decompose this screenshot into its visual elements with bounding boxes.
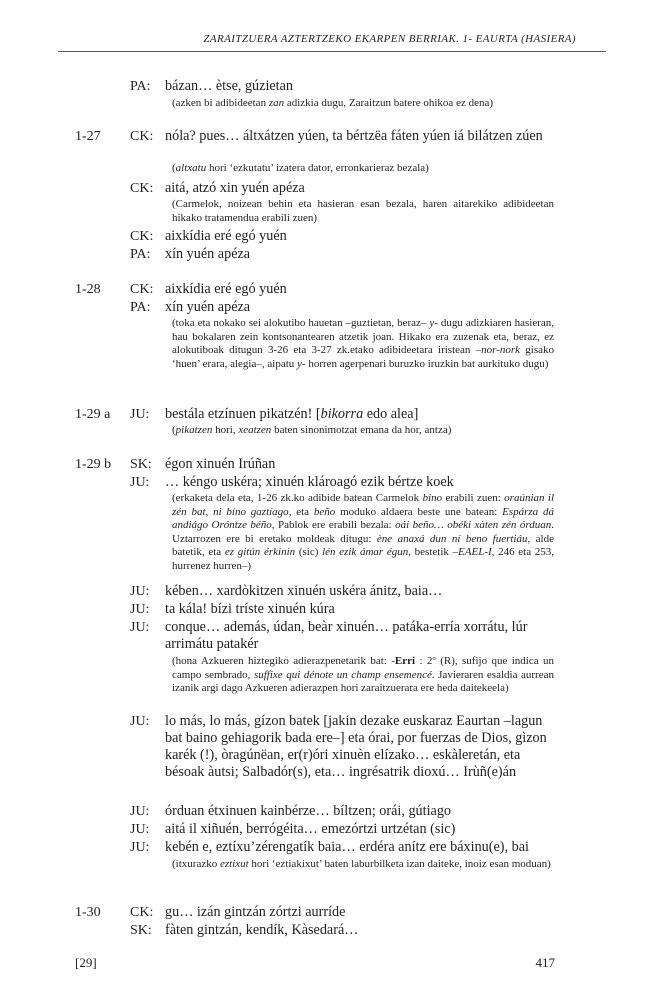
speaker-label: JU:	[130, 804, 150, 819]
speaker-label: JU:	[130, 602, 150, 617]
utterance-text: bestála etzínuen pikatzén! [bikorra edo alea]	[165, 406, 419, 422]
utterance-text: nóla? pues… áltxátzen yúen, ta bértzëa fáten yúen iá bilátzen zúen	[165, 128, 543, 144]
speaker-label: JU:	[130, 840, 150, 855]
running-header: ZARAITZUERA AZTERTZEKO EKARPEN BERRIAK. 1- EAURTA (HASIERA)	[58, 30, 606, 52]
utterance-text: lo más, lo más, gízon batek [jakin dezake euskaraz Eaurtan –lagun bat baino gehiagorik bada ere–] eta órai, por fuerzas de Dios, gìzon karék (!), òragúnëan, er(r)óri xinuèn elízako… eskàleretán, eta bésoak àutsi; Salbadór(s), eta… ingrésatrik dioxú… Irùñ(e)án	[165, 713, 547, 780]
example-number: 1-30	[75, 905, 101, 920]
speaker-label: PA:	[130, 247, 151, 262]
utterance-text: aitá, atzó xin yuén apéza	[165, 180, 305, 196]
commentary-note: (erkaketa dela eta, 1-26 zk.ko adibide batean Carmelok bino erabili zuen: oraúnian il zén bat, ni bíno gaztíago, eta beño moduko aldaera beste une batean: Espárza dá andiágo Oróntze béño, Pablok ere erabili bezala: oái beño… obéki xàten zén órduan. Uztarrozen ere bi eretako moldeak ditugu: ène anaxá dun ní beno fuertiáu, alde batetik, eta ez gitún érkinin (sic) lén ezik ámar égun, bestetik –EAEL-I, 246 eta 253, hurrenez hurren–)	[172, 492, 554, 572]
commentary-note: (itxurazko eztixut hori ‘eztiakixut’ baten laburbilketa izan daiteke, inoiz esan moduan)	[172, 858, 551, 870]
speaker-label: CK:	[130, 229, 154, 244]
utterance-text: fàten gintzán, kendík, Kàsedará…	[165, 922, 359, 938]
speaker-label: CK:	[130, 905, 154, 920]
speaker-label: SK:	[130, 923, 152, 938]
utterance-text: aitá il xiñuén, berrógéita… emezórtzi urtzétan (sic)	[165, 821, 456, 837]
speaker-label: CK:	[130, 129, 154, 144]
utterance-text: … kéngo uskéra; xinuén klároagó ezik bértze koek	[165, 474, 454, 490]
utterance-text: égon xinuén Irúñan	[165, 456, 276, 472]
example-number: 1-28	[75, 282, 101, 297]
commentary-note: (altxatu hori ‘ezkutatu’ izatera dator, erronkarieraz bezala)	[172, 162, 429, 174]
speaker-label: JU:	[130, 475, 150, 490]
section-number: [29]	[75, 955, 97, 970]
speaker-label: PA:	[130, 300, 151, 315]
utterance-text: aixkídia eré egó yuén	[165, 228, 287, 244]
utterance-text: órduan étxinuen kainbérze… bíltzen; orái, gútiago	[165, 803, 452, 819]
speaker-label: JU:	[130, 620, 150, 635]
utterance-text: xín yuén apéza	[165, 246, 251, 262]
utterance-text: kebén e, eztíxu’zérengatík baia… erdéra anítz ere báxinu(e), bai	[165, 839, 529, 855]
utterance-text: aixkídia eré egó yuén	[165, 281, 287, 297]
speaker-label: CK:	[130, 181, 154, 196]
utterance-text: ta kála! bízi tríste xinuén kúra	[165, 601, 335, 617]
speaker-label: JU:	[130, 407, 150, 422]
commentary-note: (hona Azkueren hiztegiko adierazpenetarik bat: -Erri : 2º (R), sufijo que indica un campo sembrado, suffixe qui dénote un champ ensemencé. Javieraren esaldia aurrean izanik argi dago Azkueren adierazpen hori zaraitzuerara ere heda daitekeela)	[172, 655, 554, 695]
utterance-text: conque… además, údan, beàr xinuén… patáka-erría xorrátu, lúr arrimátu patakér	[165, 619, 528, 652]
utterance-text: gu… izán gintzán zórtzi aurríde	[165, 904, 346, 920]
page-number: 417	[535, 955, 555, 970]
speaker-label: PA:	[130, 79, 151, 94]
example-number: 1-29 b	[75, 457, 112, 472]
speaker-label: SK:	[130, 457, 152, 472]
speaker-label: JU:	[130, 714, 150, 729]
example-number: 1-27	[75, 129, 101, 144]
speaker-label: CK:	[130, 282, 154, 297]
commentary-note: (pikatzen hori, xeatzen baten sinonimotzat emana da hor, antza)	[172, 424, 452, 436]
utterance-text: bázan… ètse, gúzietan	[165, 78, 294, 94]
utterance-text: xín yuén apéza	[165, 299, 251, 315]
commentary-note: (toka eta nokako sei alokutibo hauetan –guztietan, beraz– y- dugu adizkiaren hasieran, hau bokalaren zein kontsonantearen atzetik joan. Hikako era zuzenak eta, beraz, ez alokutiboak ditugun 3-26 eta 3-27 zk.etako adibideetara iristean –nor-nork gisako ‘huen’ erara, alegia–, aipatu y- horren agerpenari buruzko iruzkin bat aurkituko dugu)	[172, 317, 554, 370]
commentary-note: (azken bi adibideetan zan adizkia dugu, Zaraitzun batere ohikoa ez dena)	[172, 97, 494, 109]
speaker-label: JU:	[130, 822, 150, 837]
utterance-text: kében… xardòkitzen xinuén uskéra ánitz, baia…	[165, 583, 443, 599]
speaker-label: JU:	[130, 584, 150, 599]
example-number: 1-29 a	[75, 407, 111, 422]
commentary-note: (Carmelok, noizean behin eta hasieran esan bezala, haren aitarekiko adibideetan hikako tratamendua erabili zuen)	[172, 198, 554, 224]
